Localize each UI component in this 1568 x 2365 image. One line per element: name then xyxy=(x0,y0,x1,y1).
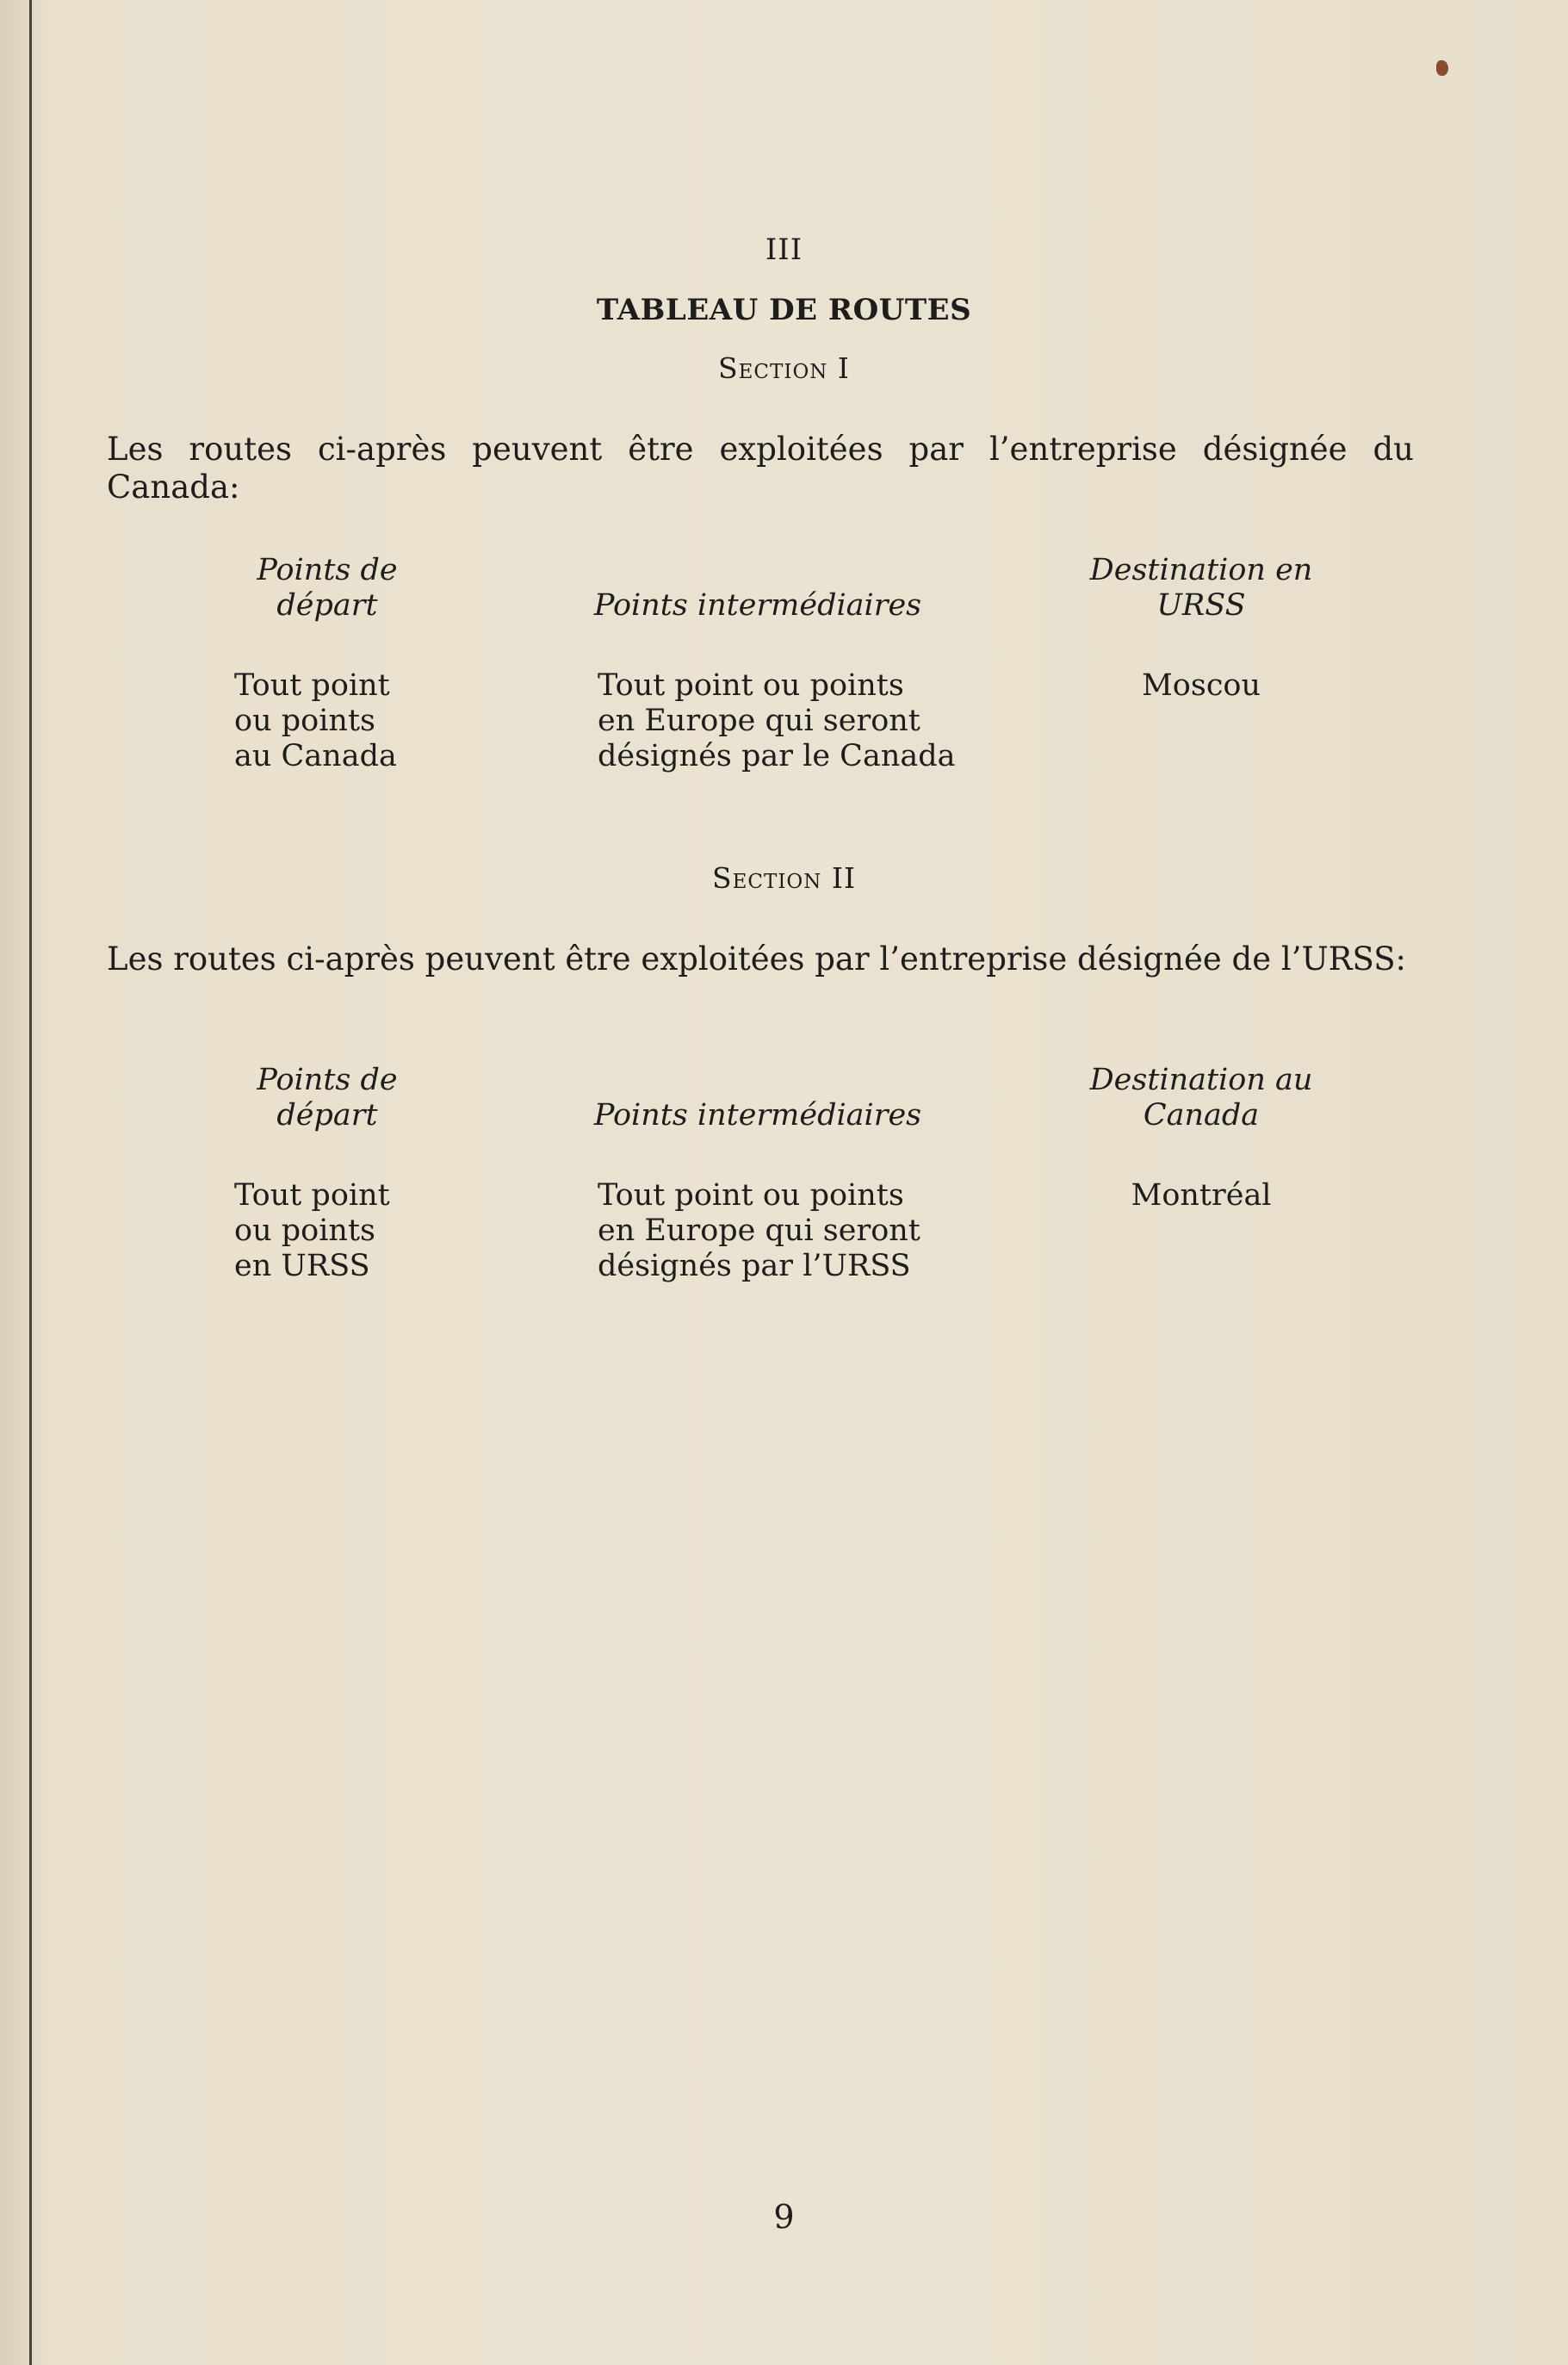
s1-cell-departure xyxy=(234,668,441,774)
s1-cell-intermediate-line: en Europe qui seront xyxy=(598,704,920,738)
s2-cell-intermediate-line: Tout point ou points xyxy=(598,1178,904,1213)
s1-header-departure xyxy=(207,553,448,624)
s2-header-intermediate xyxy=(568,1098,947,1133)
s1-header-departure-line: départ xyxy=(276,588,378,623)
s2-header-destination-line: Destination au xyxy=(1089,1063,1313,1097)
s2-header-destination xyxy=(1042,1063,1360,1133)
s2-header-intermediate-line: Points intermédiaires xyxy=(593,1098,922,1133)
page-number: 9 xyxy=(773,2198,795,2236)
s1-cell-intermediate-line: désignés par le Canada xyxy=(598,739,956,773)
section-number: III xyxy=(765,233,803,267)
s2-cell-intermediate-line: en Europe qui seront xyxy=(598,1214,920,1248)
s1-cell-departure-line: au Canada xyxy=(234,739,397,773)
s1-header-intermediate xyxy=(568,588,947,624)
s1-cell-destination-line: Moscou xyxy=(1141,668,1261,703)
s2-header-departure xyxy=(207,1063,448,1133)
s1-cell-intermediate xyxy=(598,668,959,774)
s2-header-departure-line: Points de xyxy=(257,1063,398,1097)
section-2-heading: Section II xyxy=(712,861,856,895)
s2-cell-intermediate-line: désignés par l’URSS xyxy=(598,1249,911,1283)
s1-header-intermediate-line: Points intermédiaires xyxy=(593,588,922,623)
section-1-paragraph: Les routes ci-après peuvent être exploitées par l’entreprise désignée du Canada: xyxy=(107,431,1414,506)
s1-header-departure-line: Points de xyxy=(257,553,398,587)
s1-cell-destination xyxy=(1042,668,1360,704)
s1-cell-intermediate-line: Tout point ou points xyxy=(598,668,904,703)
s2-cell-departure-line: Tout point xyxy=(234,1178,390,1213)
s2-header-destination-line: Canada xyxy=(1143,1098,1260,1133)
s1-cell-departure-line: Tout point xyxy=(234,668,390,703)
s1-header-destination-line: URSS xyxy=(1156,588,1246,623)
s2-cell-departure xyxy=(234,1178,441,1284)
s2-cell-destination-line: Montréal xyxy=(1131,1178,1272,1213)
ink-speck xyxy=(1436,60,1448,76)
s2-cell-destination xyxy=(1042,1178,1360,1214)
s1-header-destination-line: Destination en xyxy=(1089,553,1313,587)
s2-cell-departure-line: en URSS xyxy=(234,1249,370,1283)
page-title: TABLEAU DE ROUTES xyxy=(596,293,972,327)
s1-header-destination xyxy=(1042,553,1360,624)
s1-cell-departure-line: ou points xyxy=(234,704,375,738)
section-2-paragraph: Les routes ci-après peuvent être exploitées par l’entreprise désignée de l’URSS: xyxy=(107,940,1407,978)
s2-cell-intermediate xyxy=(598,1178,959,1284)
section-1-heading: Section I xyxy=(718,351,850,385)
s2-header-departure-line: départ xyxy=(276,1098,378,1133)
s2-cell-departure-line: ou points xyxy=(234,1214,375,1248)
